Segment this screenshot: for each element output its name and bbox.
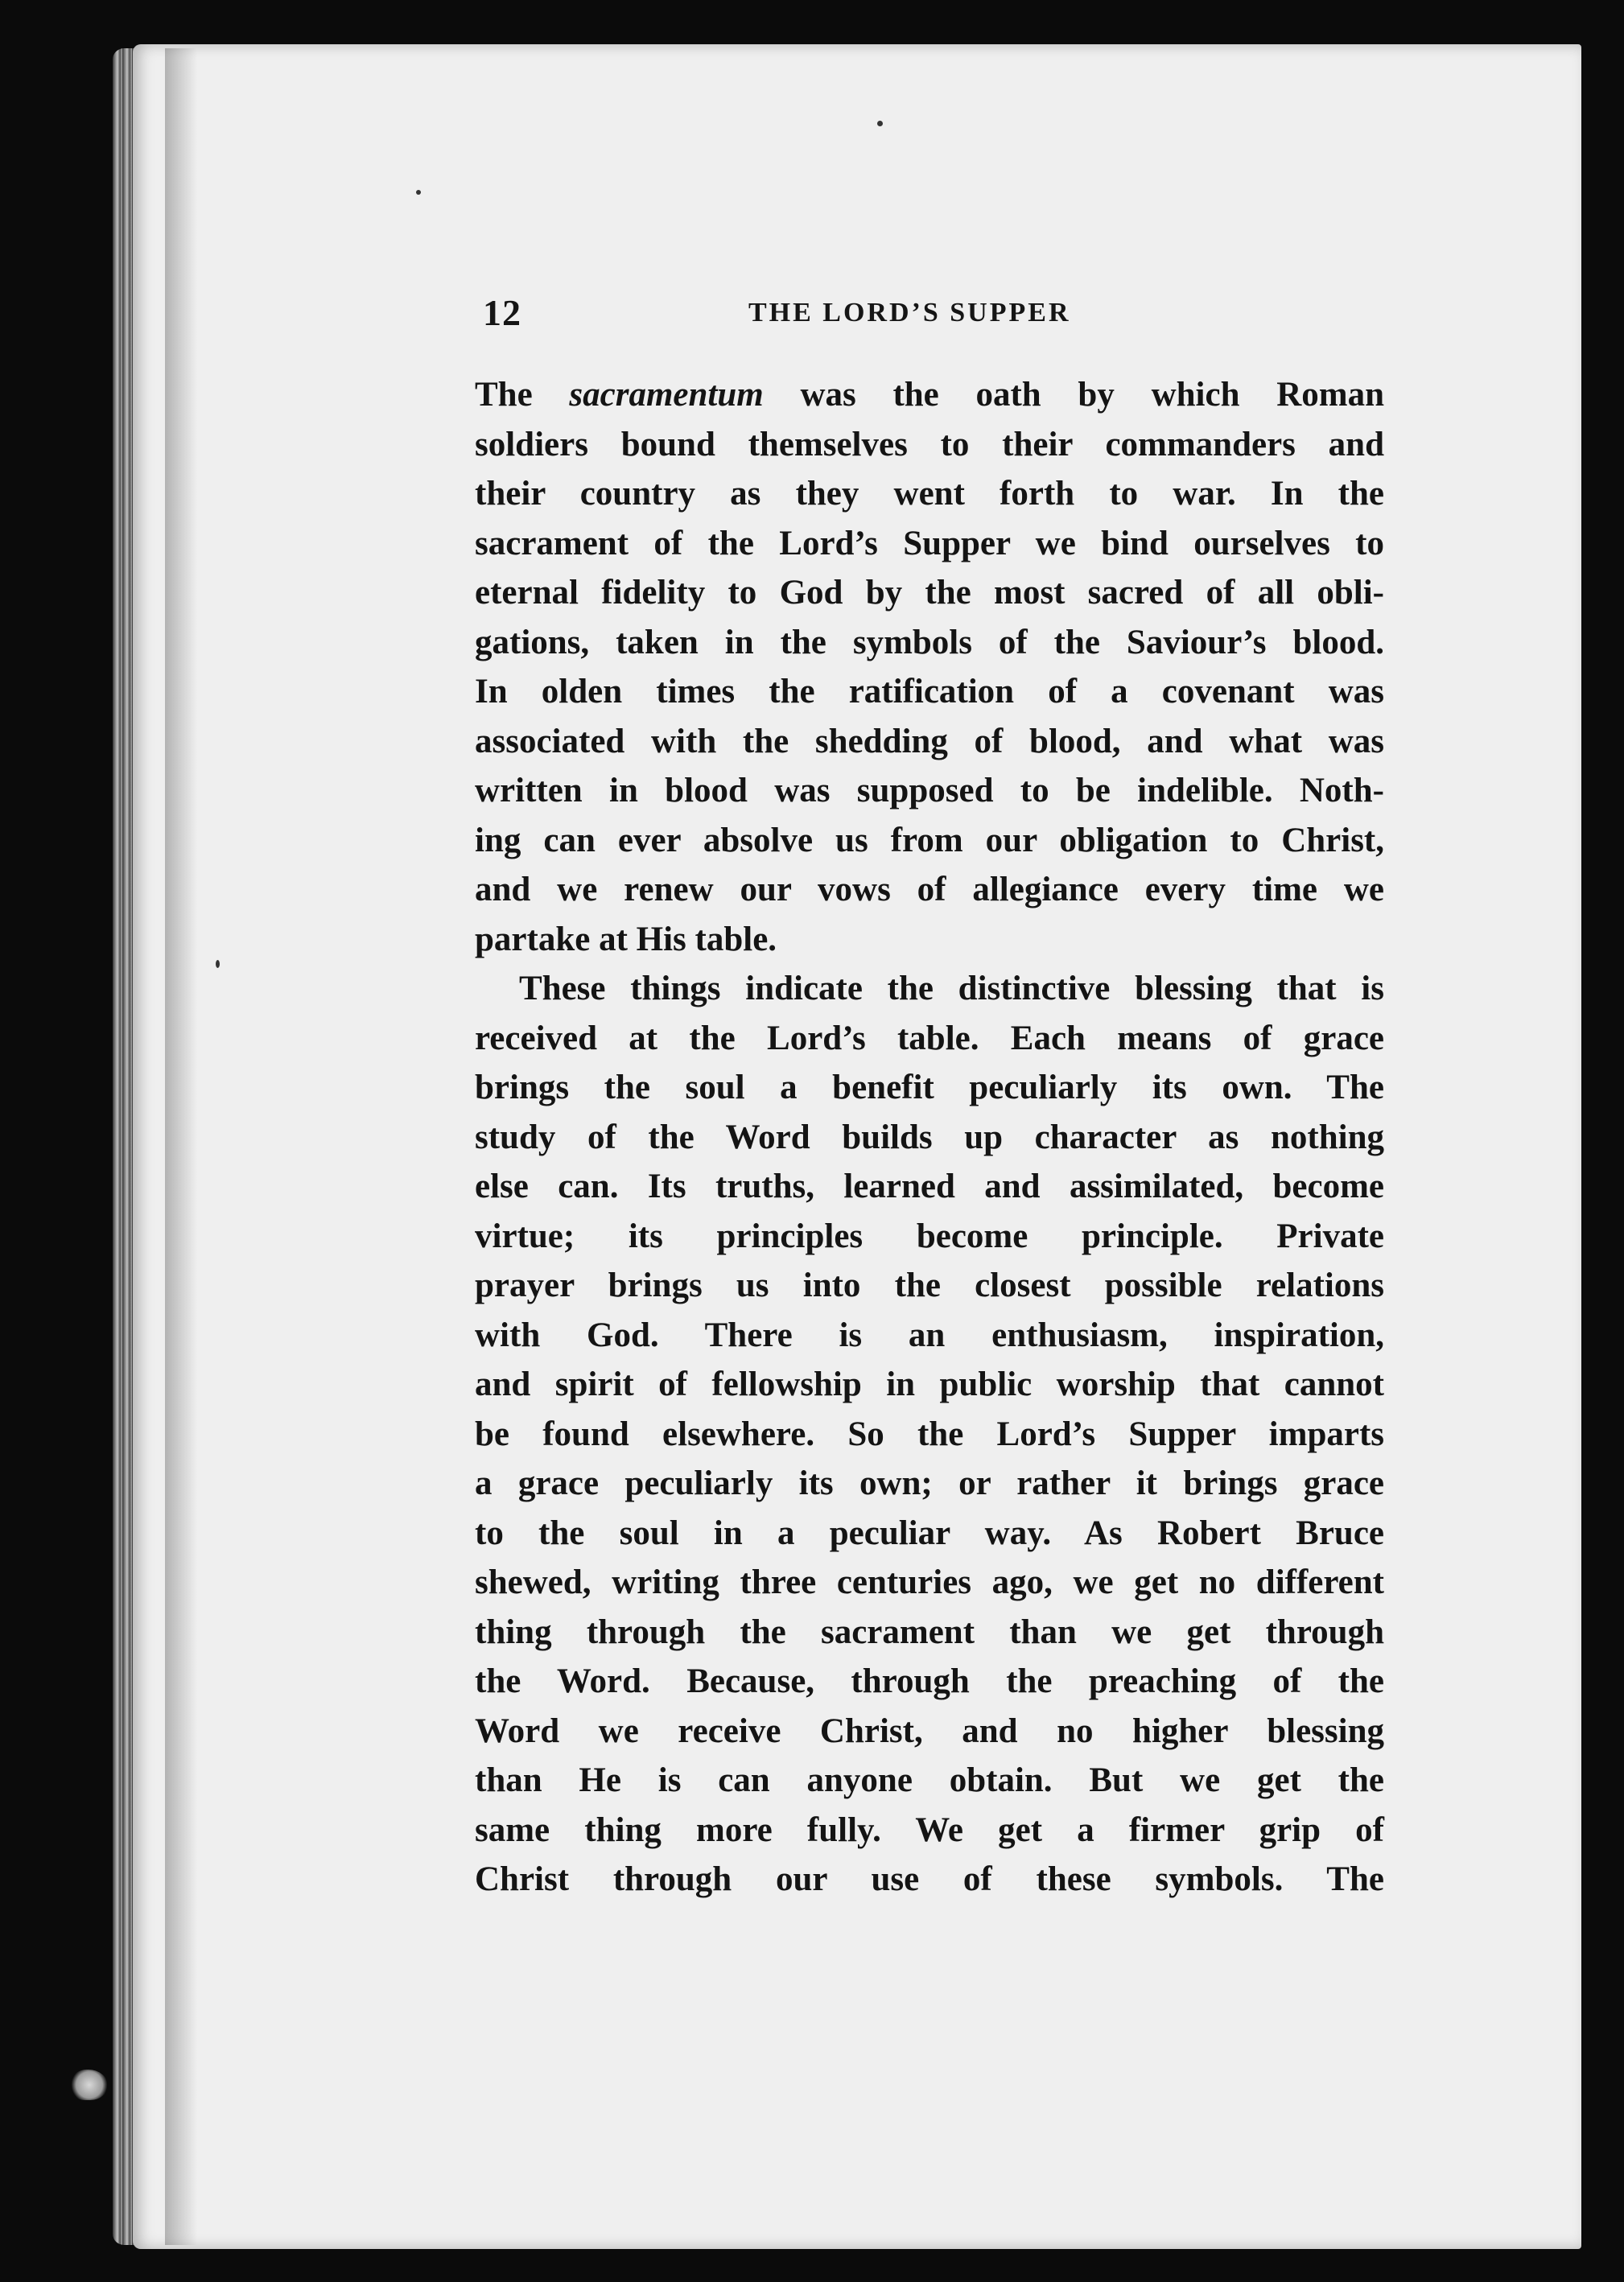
page-smudge bbox=[71, 2070, 108, 2100]
text-line: with God. There is an enthusiasm, inspiration, bbox=[475, 1316, 1384, 1354]
text-line: thing through the sacrament than we get through bbox=[475, 1613, 1384, 1651]
text-line: else can. Its truths, learned and assimilated, become bbox=[475, 1168, 1384, 1205]
text-line: a grace peculiarly its own; or rather it brings grace bbox=[475, 1464, 1384, 1502]
text-line: and spirit of fellowship in public worship that cannot bbox=[475, 1365, 1384, 1403]
text-line: brings the soul a benefit peculiarly its own. The bbox=[475, 1069, 1384, 1106]
italic-term: sacramentum bbox=[569, 376, 764, 414]
text-line: written in blood was supposed to be indelible. Noth- bbox=[475, 772, 1384, 809]
text-line: study of the Word builds up character as nothing bbox=[475, 1118, 1384, 1156]
text-line: same thing more fully. We get a firmer grip of bbox=[475, 1810, 1384, 1849]
text-line: Word we receive Christ, and no higher blessing bbox=[475, 1712, 1384, 1750]
text-line: sacrament of the Lord’s Supper we bind ourselves to bbox=[475, 524, 1384, 562]
running-title: THE LORD’S SUPPER bbox=[748, 298, 1071, 327]
running-head bbox=[483, 291, 1376, 348]
dust-speck bbox=[877, 121, 883, 126]
text-line: partake at His table. bbox=[475, 920, 777, 958]
text-line: soldiers bound themselves to their commanders and bbox=[475, 425, 1384, 463]
text-line: gations, taken in the symbols of the Saviour’s blood. bbox=[475, 623, 1384, 661]
text-line: the Word. Because, through the preaching of the bbox=[475, 1662, 1384, 1700]
text-line: and we renew our vows of allegiance every time we bbox=[475, 871, 1384, 908]
gutter-shadow bbox=[165, 48, 197, 2245]
text-line: received at the Lord’s table. Each means of grace bbox=[475, 1019, 1384, 1057]
text-line: shewed, writing three centuries ago, we get no different bbox=[475, 1563, 1384, 1601]
text-line: eternal fidelity to God by the most sacred of all obli- bbox=[475, 574, 1384, 612]
text-line: prayer brings us into the closest possible relations bbox=[475, 1267, 1384, 1304]
body-text bbox=[475, 370, 1384, 1905]
dust-speck bbox=[216, 960, 220, 968]
text-line: The sacramentum was the oath by which Roman bbox=[475, 376, 1384, 414]
text-line: to the soul in a peculiar way. As Robert Bruce bbox=[475, 1514, 1384, 1552]
page-number: 12 bbox=[483, 292, 521, 333]
text-line: their country as they went forth to war. In the bbox=[475, 475, 1384, 513]
text-line: Christ through our use of these symbols. The bbox=[475, 1860, 1384, 1898]
text-line: ing can ever absolve us from our obligation to Christ, bbox=[475, 821, 1384, 859]
text-line: than He is can anyone obtain. But we get the bbox=[475, 1761, 1384, 1799]
dust-speck bbox=[416, 190, 421, 195]
text-line: In olden times the ratification of a covenant was bbox=[475, 673, 1384, 711]
text-line: associated with the shedding of blood, and what was bbox=[475, 722, 1384, 760]
text-line: virtue; its principles become principle. Private bbox=[475, 1217, 1384, 1255]
text-line: be found elsewhere. So the Lord’s Supper imparts bbox=[475, 1415, 1384, 1453]
text-line: These things indicate the distinctive blessing that is bbox=[519, 970, 1384, 1007]
